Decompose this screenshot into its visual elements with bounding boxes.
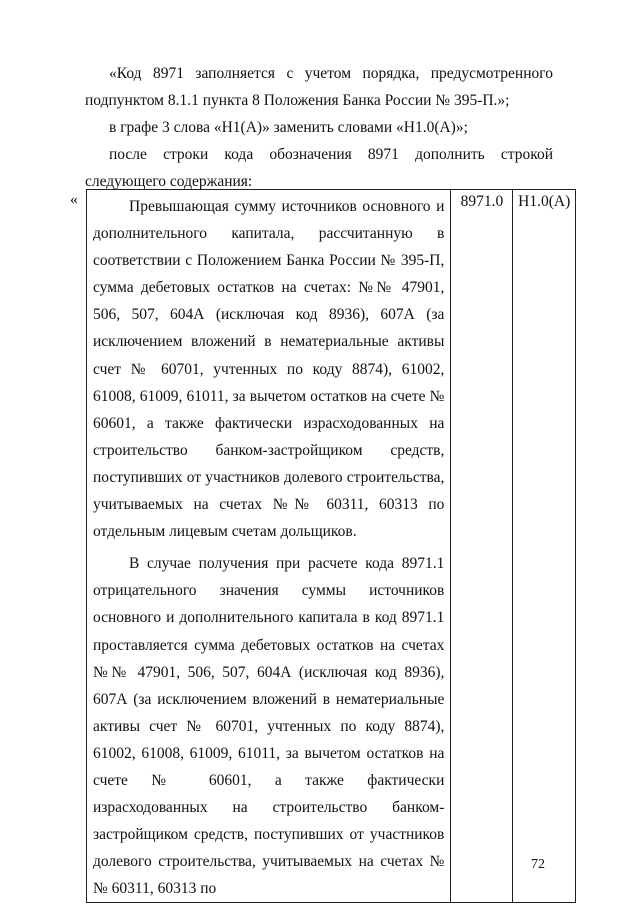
inserted-row-table xyxy=(86,189,576,903)
paragraph-code-8971: «Код 8971 заполняется с учетом порядка, предусмотренного подпунктом 8.1.1 пункта 8 Положения Банка России № 395-П.»; xyxy=(85,65,553,109)
opening-quote: « xyxy=(70,191,78,208)
table-row xyxy=(87,190,576,903)
description-paragraph-2: В случае получения при расчете кода 8971.1 отрицательного значения суммы источников основного и дополнительного капитала в код 8971.1 проставляется сумма дебетовых остатков на счетах №№ 47901, 506, 507, 604А (исключая код 8936), 607А (за исключением вложений в нематериальные активы счет № 60701, учтенных по коду 8874), 61002, 61008, 61009, 61011, за вычетом остатков на счете № 60601, а также фактически израсходованных на строительство банком-застройщиком средств, поступивших от участников долевого строительства, учитываемых на счетах №№ 60311, 60313 по xyxy=(93,555,445,898)
paragraph-column-3-change: в графе 3 слова «Н1(А)» заменить словами «Н1.0(А)»; xyxy=(109,119,468,136)
norm-cell: Н1.0(А) xyxy=(513,190,576,903)
description-cell xyxy=(87,190,451,903)
code-cell: 8971.0 xyxy=(451,190,513,903)
paragraph-add-row: после строки кода обозначения 8971 дополнить строкой следующего содержания: xyxy=(85,146,553,190)
page-number: 72 xyxy=(531,857,545,872)
description-paragraph-1: Превышающая сумму источников основного и дополнительного капитала, рассчитанную в соответствии с Положением Банка России № 395-П, сумма дебетовых остатков на счетах: №№ 47901, 506, 507, 604А (исключая код 8936), 607А (за исключением вложений в нематериальные активы счет № 60701, учтенных по коду 8874), 61002, 61008, 61009, 61011, за вычетом остатков на счете № 60601, а также фактически израсходованных на строительство банком-застройщиком средств, поступивших от участников долевого строительства, учитываемых на счетах №№ 60311, 60313 по отдельным лицевым счетам дольщиков. xyxy=(93,198,445,541)
